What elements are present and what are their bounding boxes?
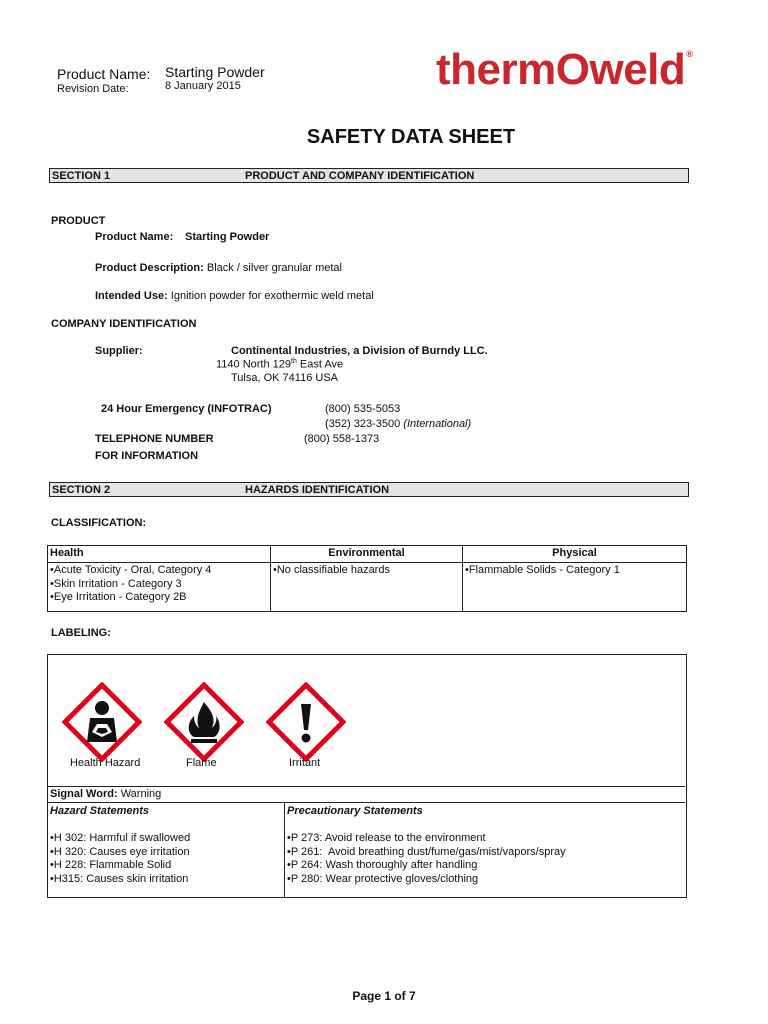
supplier-address-line1: 1140 North 129th East Ave: [216, 358, 344, 371]
document-title: SAFETY DATA SHEET: [306, 126, 516, 148]
signal-word: Signal Word: Warning: [50, 788, 162, 800]
section-1-title: PRODUCT AND COMPANY IDENTIFICATION: [245, 170, 475, 182]
health-hazard-icon: [62, 682, 142, 762]
s1-product-name-label: Product Name:: [95, 231, 174, 243]
pictogram-label-flame: Flame: [186, 757, 217, 769]
product-name-value: Starting Powder: [165, 64, 265, 80]
col-environmental: Environmental: [271, 546, 463, 563]
section-1-number: SECTION 1: [52, 170, 111, 182]
classification-heading: CLASSIFICATION:: [51, 517, 147, 529]
section-2-bar: [49, 482, 689, 497]
revision-date-value: 8 January 2015: [165, 80, 241, 92]
s1-product-name-value: Starting Powder: [185, 231, 270, 243]
page-number: Page 1 of 7: [352, 989, 416, 1003]
col-health: Health: [48, 546, 271, 563]
labeling-heading: LABELING:: [51, 627, 111, 639]
emergency-phone-2: (352) 323-3500 (International): [325, 418, 472, 430]
supplier-name: Continental Industries, a Division of Burndy LLC.: [231, 345, 488, 357]
company-logo: thermOweld®: [436, 45, 693, 94]
supplier-label: Supplier:: [95, 345, 143, 357]
product-description: Product Description: Black / silver granular metal: [95, 262, 342, 274]
labeling-box: [47, 654, 687, 898]
section-1-bar: [49, 168, 689, 183]
col-physical: Physical: [463, 546, 687, 563]
emergency-phone-1: (800) 535-5053: [325, 403, 401, 415]
exclamation-icon: [266, 682, 346, 762]
divider: [284, 802, 285, 897]
emergency-label: 24 Hour Emergency (INFOTRAC): [101, 403, 272, 415]
revision-date-label: Revision Date:: [57, 83, 129, 95]
classification-table: [47, 545, 687, 612]
section-2-title: HAZARDS IDENTIFICATION: [245, 484, 390, 496]
divider: [48, 786, 685, 787]
hazard-statements-heading: Hazard Statements: [50, 805, 150, 817]
telephone-value: (800) 558-1373: [304, 433, 380, 445]
section-2-number: SECTION 2: [52, 484, 111, 496]
supplier-address-line2: Tulsa, OK 74116 USA: [231, 372, 338, 384]
health-cell: •Acute Toxicity - Oral, Category 4 •Skin Irritation - Category 3 •Eye Irritation - Category 2B: [48, 563, 271, 612]
precautionary-statements-heading: Precautionary Statements: [287, 805, 423, 817]
hazard-statements-list: •H 302: Harmful if swallowed •H 320: Causes eye irritation •H 228: Flammable Solid •H315: Causes skin irritation: [50, 832, 191, 885]
company-heading: COMPANY IDENTIFICATION: [51, 318, 197, 330]
environmental-cell: •No classifiable hazards: [271, 563, 463, 612]
intended-use: Intended Use: Ignition powder for exothermic weld metal: [95, 290, 374, 302]
product-name-label: Product Name:: [57, 66, 151, 82]
divider: [48, 802, 685, 803]
pictogram-label-irritant: Irritant: [289, 757, 321, 769]
product-heading: PRODUCT: [51, 215, 106, 227]
telephone-label-line1: TELEPHONE NUMBER: [95, 433, 214, 445]
pictogram-label-health: Health Hazard: [70, 757, 141, 769]
physical-cell: •Flammable Solids - Category 1: [463, 563, 687, 612]
telephone-label-line2: FOR INFORMATION: [95, 450, 199, 462]
precautionary-statements-list: •P 273: Avoid release to the environment •P 261: Avoid breathing dust/fume/gas/mist/vapors/spray •P 264: Wash thoroughly after handling •P 280: Wear protective gloves/clothing: [287, 832, 566, 885]
flame-icon: [164, 682, 244, 762]
